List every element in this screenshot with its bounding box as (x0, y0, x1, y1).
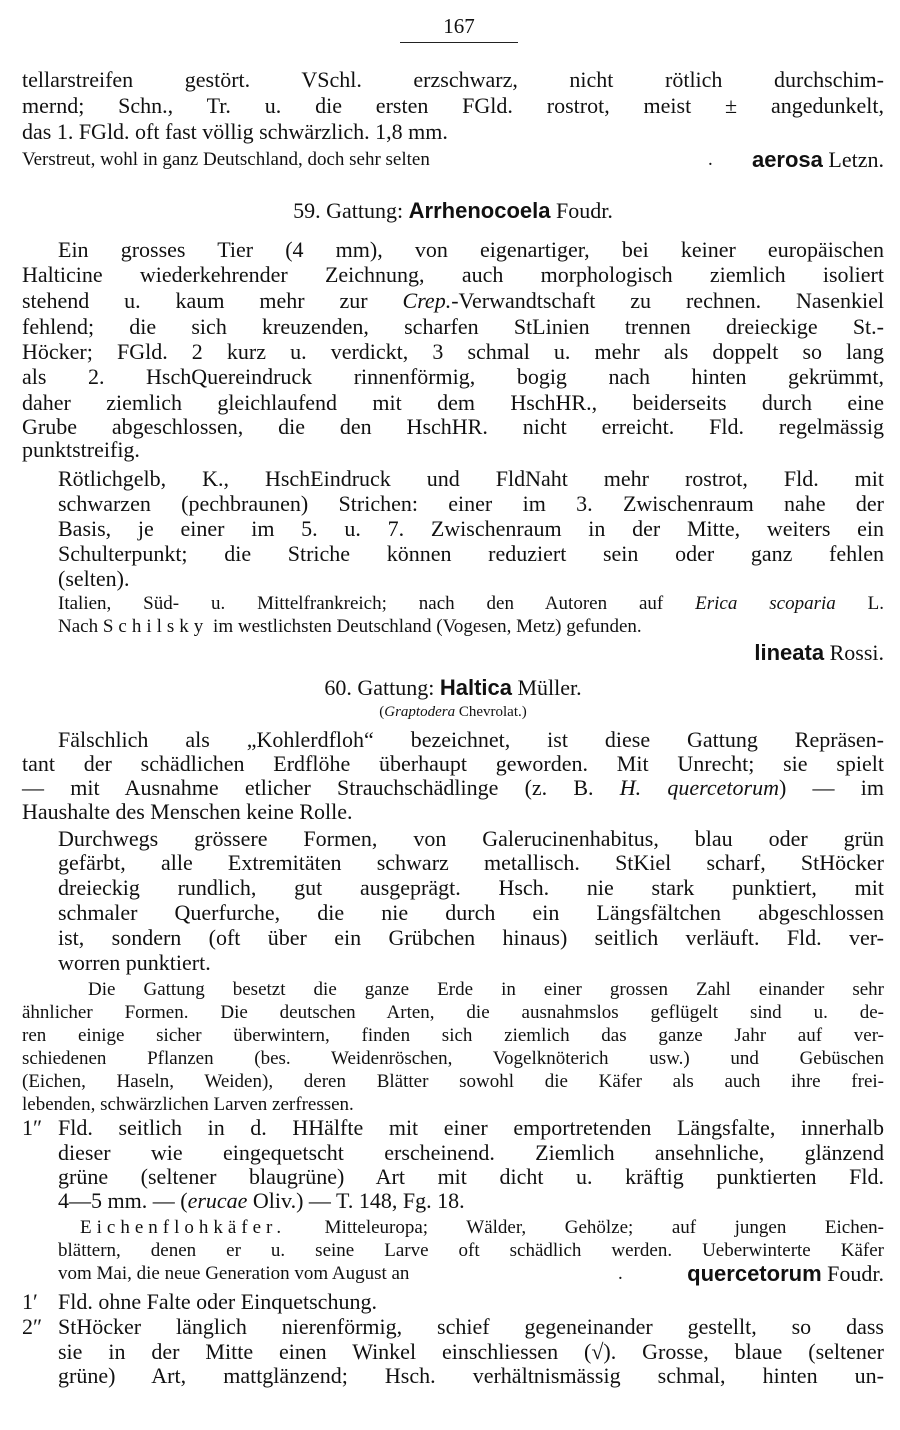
key-note: Eichenflohkäfer. Mitteleuropa; Wälder, Gehölze; auf jungen Eichen- (80, 1217, 884, 1238)
text-line: Haushalte des Menschen keine Rolle. (22, 799, 353, 824)
text-line: Durchwegs grössere Formen, von Galerucinenhabitus, blau oder grün (58, 826, 884, 851)
text-line: Die Gattung besetzt die ganze Erde in einer grossen Zahl einander sehr (88, 979, 884, 1000)
synonym-author: Chevrolat.) (458, 704, 527, 720)
key-note: vom Mai, die neue Generation vom August an . quercetorum Foudr. (58, 1261, 884, 1286)
text-line: tant der schädlichen Erdflöhe überhaupt geworden. Mit Unrecht; sie spielt (22, 751, 884, 776)
text-line: mernd; Schn., Tr. u. die ersten FGld. rostrot, meist ± angedunkelt, (22, 93, 884, 118)
distribution-line (22, 148, 884, 174)
common-name: Eichenflohkäfer. (80, 1217, 287, 1238)
key-line: grüne) Art, mattglänzend; Hsch. verhältnismässig schmal, hinten un- (58, 1363, 884, 1388)
text-line: (selten). (58, 566, 130, 591)
text-line: schiedenen Pflanzen (bes. Weidenröschen, Vogelknöterich usw.) und Gebüschen (22, 1048, 884, 1069)
key-line: Fld. seitlich in d. HHälfte mit einer emportretenden Längsfalte, innerhalb (58, 1115, 884, 1140)
species-author: Letzn. (828, 147, 884, 172)
page-number-rule (400, 42, 518, 43)
text-line: das 1. FGld. oft fast völlig schwärzlich. 1,8 mm. (22, 119, 448, 144)
key-line: StHöcker länglich nierenförmig, schief gegeneinander gestellt, so dass (58, 1314, 884, 1339)
key-number: 1″ (22, 1115, 43, 1140)
genus-heading (22, 198, 884, 224)
text-line: tellarstreifen gestört. VSchl. erzschwarz, nicht rötlich durchschim- (22, 67, 884, 92)
text-line: (Eichen, Haseln, Weiden), deren Blätter sowohl die Käfer als auch ihre frei- (22, 1071, 884, 1092)
text-line: lebenden, schwärzlichen Larven zerfressen. (22, 1094, 354, 1115)
text-line: — mit Ausnahme etlicher Strauchschädlinge (z. B. H. quercetorum) — im (22, 775, 884, 800)
text-line: daher ziemlich gleichlaufend mit dem HschHR., beiderseits durch eine (22, 390, 884, 415)
leader-dot: . (618, 1263, 623, 1284)
text-line: Höcker; FGld. 2 kurz u. verdickt, 3 schmal u. mehr als doppelt so lang (22, 339, 884, 364)
species-author: Foudr. (827, 1261, 884, 1286)
key-number: 1′ (22, 1289, 38, 1314)
genus-prefix: 60. Gattung: (324, 675, 435, 700)
text-line: stehend u. kaum mehr zur Crep.-Verwandtschaft zu rechnen. Nasenkiel (22, 288, 884, 313)
text-line: dreieckig rundlich, gut ausgeprägt. Hsch. nie stark punktiert, mit (58, 875, 884, 900)
key-line: grüne (seltener blaugrüne) Art mit dicht u. kräftig punktierten Fld. (58, 1164, 884, 1189)
key-number: 2″ (22, 1314, 43, 1339)
text-line: ist, sondern (oft über ein Grübchen hinaus) seitlich verläuft. Fld. ver- (58, 925, 884, 950)
distribution-line: Nach Schilsky im westlichsten Deutschland (Vogesen, Metz) gefunden. (58, 616, 642, 637)
genus-name: Arrhenocoela (408, 198, 551, 223)
text-line: Fälschlich als „Kohlerdfloh“ bezeichnet, ist diese Gattung Repräsen- (58, 727, 884, 752)
text-line: Schulterpunkt; die Striche können reduziert sein oder ganz fehlen (58, 541, 884, 566)
distribution-text: Verstreut, wohl in ganz Deutschland, doch sehr selten (22, 149, 430, 170)
synonym-name: Graptodera (384, 704, 456, 720)
author-spaced: Schilsky (102, 616, 209, 637)
genus-synonym: (Graptodera Chevrolat.) (379, 704, 527, 720)
text-line: gefärbt, alle Extremitäten schwarz metallisch. StKiel scharf, StHöcker (58, 850, 884, 875)
genus-name: Haltica (439, 675, 512, 700)
text-line: Halticine wiederkehrender Zeichnung, auch morphologisch ziemlich isoliert (22, 262, 884, 287)
key-line: Fld. ohne Falte oder Einquetschung. (58, 1289, 377, 1314)
leader-dot: . (708, 149, 713, 170)
species-name: lineata (754, 640, 825, 665)
genus-prefix: 59. Gattung: (293, 198, 404, 223)
genus-heading (22, 675, 884, 701)
genus-author: Müller. (517, 675, 582, 700)
text-line: als 2. HschQuereindruck rinnenförmig, bogig nach hinten gekrümmt, (22, 364, 884, 389)
species-line (22, 640, 884, 666)
key-line: dieser wie eingequetscht erscheinend. Ziemlich ansehnliche, glänzend (58, 1140, 884, 1165)
text-line: schwarzen (pechbraunen) Strichen: einer im 3. Zwischenraum nahe der (58, 491, 884, 516)
text-line: worren punktiert. (58, 950, 211, 975)
text-line: Rötlichgelb, K., HschEindruck und FldNaht mehr rostrot, Fld. mit (58, 466, 884, 491)
text-line: Basis, je einer im 5. u. 7. Zwischenraum in der Mitte, weiters ein (58, 516, 884, 541)
key-line: sie in der Mitte einen Winkel einschliessen (√). Grosse, blaue (seltener (58, 1339, 884, 1364)
text-line: ähnlicher Formen. Die deutschen Arten, die ausnahmslos geflügelt sind u. de- (22, 1002, 884, 1023)
text-line: fehlend; die sich kreuzenden, scharfen StLinien trennen dreieckige St.- (22, 314, 884, 339)
key-line: 4—5 mm. — (erucae Oliv.) — T. 148, Fg. 18. (58, 1188, 465, 1213)
text-line: schmaler Querfurche, die nie durch ein Längsfältchen abgeschlossen (58, 900, 884, 925)
species-name: quercetorum (687, 1261, 822, 1286)
key-note: blättern, denen er u. seine Larve oft schädlich werden. Ueberwinterte Käfer (58, 1240, 884, 1261)
distribution-line: Italien, Süd- u. Mittelfrankreich; nach den Autoren auf Erica scoparia L. (58, 593, 884, 614)
text-line: ren einige sicher überwintern, finden sich ziemlich das ganze Jahr auf ver- (22, 1025, 884, 1046)
genus-author: Foudr. (555, 198, 613, 223)
page-number: 167 (443, 14, 475, 38)
species-name: aerosa (751, 147, 823, 172)
text-line: Grube abgeschlossen, die den HschHR. nicht erreicht. Fld. regelmässig (22, 414, 884, 439)
text-line: Ein grosses Tier (4 mm), von eigenartiger, bei keiner europäischen (58, 237, 884, 262)
text-line: punktstreifig. (22, 437, 140, 462)
species-author: Rossi. (829, 640, 884, 665)
